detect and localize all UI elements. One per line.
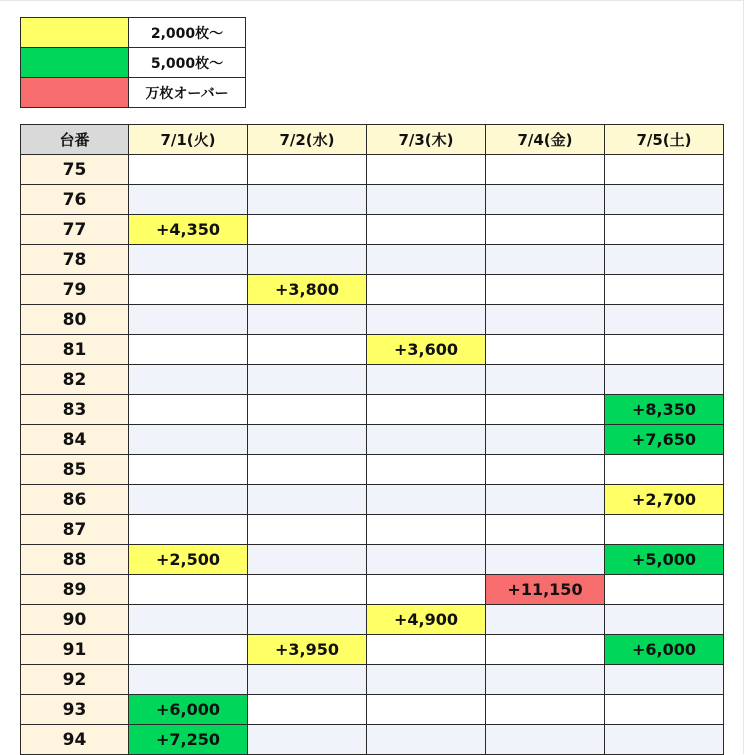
- result-cell: [367, 365, 486, 395]
- result-cell: [486, 245, 605, 275]
- result-cell: [486, 365, 605, 395]
- result-cell: [248, 545, 367, 575]
- legend-label: 万枚オーバー: [129, 78, 246, 108]
- machine-number: 86: [21, 485, 129, 515]
- machine-number: 91: [21, 635, 129, 665]
- legend-swatch: [21, 78, 129, 108]
- result-cell: [367, 275, 486, 305]
- legend-row: [21, 18, 246, 48]
- legend-row: [21, 78, 246, 108]
- machine-number: 93: [21, 695, 129, 725]
- table-row: [21, 185, 724, 215]
- result-cell: [248, 305, 367, 335]
- color-legend: [20, 17, 246, 108]
- result-cell: [486, 155, 605, 185]
- machine-number-header: 台番: [21, 125, 129, 155]
- result-cell: [248, 395, 367, 425]
- result-cell: [129, 245, 248, 275]
- table-row: [21, 395, 724, 425]
- result-cell: [486, 545, 605, 575]
- result-cell: [486, 185, 605, 215]
- result-cell: [367, 515, 486, 545]
- result-cell: +8,350: [605, 395, 724, 425]
- results-table: [20, 124, 724, 755]
- result-cell: [486, 665, 605, 695]
- machine-number: 92: [21, 665, 129, 695]
- result-cell: +6,000: [605, 635, 724, 665]
- result-cell: [367, 635, 486, 665]
- result-cell: [367, 725, 486, 755]
- table-row: [21, 725, 724, 755]
- header-row: [21, 125, 724, 155]
- result-cell: [129, 515, 248, 545]
- result-cell: [248, 485, 367, 515]
- result-cell: [486, 605, 605, 635]
- result-cell: [129, 425, 248, 455]
- result-cell: [129, 605, 248, 635]
- legend-row: [21, 48, 246, 78]
- result-cell: [367, 665, 486, 695]
- result-cell: [248, 515, 367, 545]
- machine-number: 89: [21, 575, 129, 605]
- date-header: 7/5(土): [605, 125, 724, 155]
- result-cell: [605, 575, 724, 605]
- result-cell: +6,000: [129, 695, 248, 725]
- table-row: [21, 695, 724, 725]
- result-cell: +5,000: [605, 545, 724, 575]
- machine-number: 75: [21, 155, 129, 185]
- result-cell: [367, 185, 486, 215]
- result-cell: [486, 425, 605, 455]
- result-cell: [486, 635, 605, 665]
- result-cell: +2,700: [605, 485, 724, 515]
- table-row: [21, 275, 724, 305]
- result-cell: [486, 335, 605, 365]
- result-cell: [129, 365, 248, 395]
- result-cell: [605, 245, 724, 275]
- result-cell: [367, 545, 486, 575]
- result-cell: [129, 665, 248, 695]
- result-cell: [248, 575, 367, 605]
- result-cell: [367, 305, 486, 335]
- machine-number: 85: [21, 455, 129, 485]
- result-cell: +7,650: [605, 425, 724, 455]
- result-cell: +3,600: [367, 335, 486, 365]
- machine-number: 94: [21, 725, 129, 755]
- machine-number: 87: [21, 515, 129, 545]
- result-cell: [605, 275, 724, 305]
- machine-number: 77: [21, 215, 129, 245]
- result-cell: [605, 305, 724, 335]
- result-cell: [129, 185, 248, 215]
- result-cell: [486, 305, 605, 335]
- table-row: [21, 635, 724, 665]
- result-cell: [248, 335, 367, 365]
- result-cell: [129, 395, 248, 425]
- result-cell: [486, 275, 605, 305]
- result-cell: [605, 725, 724, 755]
- table-row: [21, 215, 724, 245]
- table-row: [21, 155, 724, 185]
- machine-number: 81: [21, 335, 129, 365]
- result-cell: [248, 185, 367, 215]
- table-row: [21, 335, 724, 365]
- result-cell: [605, 665, 724, 695]
- result-cell: [129, 455, 248, 485]
- result-cell: [248, 245, 367, 275]
- result-cell: [486, 695, 605, 725]
- table-row: [21, 665, 724, 695]
- machine-number: 84: [21, 425, 129, 455]
- result-cell: [486, 395, 605, 425]
- legend-label: 5,000枚～: [129, 48, 246, 78]
- result-cell: [129, 575, 248, 605]
- result-cell: [248, 155, 367, 185]
- date-header: 7/1(火): [129, 125, 248, 155]
- result-cell: [248, 605, 367, 635]
- machine-number: 79: [21, 275, 129, 305]
- result-cell: +4,350: [129, 215, 248, 245]
- result-cell: [248, 365, 367, 395]
- date-header: 7/2(水): [248, 125, 367, 155]
- table-row: [21, 575, 724, 605]
- result-cell: +3,950: [248, 635, 367, 665]
- machine-number: 83: [21, 395, 129, 425]
- result-cell: [367, 155, 486, 185]
- machine-number: 82: [21, 365, 129, 395]
- result-cell: [486, 485, 605, 515]
- legend-label: 2,000枚～: [129, 18, 246, 48]
- machine-number: 88: [21, 545, 129, 575]
- result-cell: [486, 455, 605, 485]
- result-cell: [605, 455, 724, 485]
- table-row: [21, 305, 724, 335]
- result-cell: [248, 695, 367, 725]
- date-header: 7/3(木): [367, 125, 486, 155]
- result-cell: [486, 515, 605, 545]
- result-cell: [129, 635, 248, 665]
- result-cell: [129, 275, 248, 305]
- result-cell: [605, 215, 724, 245]
- result-cell: [367, 425, 486, 455]
- result-cell: [605, 605, 724, 635]
- machine-number: 90: [21, 605, 129, 635]
- result-cell: [367, 695, 486, 725]
- result-cell: [367, 245, 486, 275]
- result-cell: [605, 695, 724, 725]
- result-cell: [367, 575, 486, 605]
- table-row: [21, 365, 724, 395]
- machine-number: 78: [21, 245, 129, 275]
- result-cell: [248, 215, 367, 245]
- result-cell: +11,150: [486, 575, 605, 605]
- result-cell: [129, 305, 248, 335]
- result-cell: [129, 335, 248, 365]
- result-cell: [248, 425, 367, 455]
- table-row: [21, 245, 724, 275]
- result-cell: +2,500: [129, 545, 248, 575]
- result-cell: [367, 485, 486, 515]
- table-row: [21, 515, 724, 545]
- table-row: [21, 485, 724, 515]
- table-row: [21, 425, 724, 455]
- table-row: [21, 545, 724, 575]
- result-cell: +4,900: [367, 605, 486, 635]
- machine-number: 76: [21, 185, 129, 215]
- result-cell: [486, 215, 605, 245]
- result-cell: [248, 725, 367, 755]
- result-cell: [605, 335, 724, 365]
- result-cell: [367, 215, 486, 245]
- result-cell: [367, 455, 486, 485]
- result-cell: [605, 185, 724, 215]
- result-cell: [605, 515, 724, 545]
- date-header: 7/4(金): [486, 125, 605, 155]
- result-cell: [605, 365, 724, 395]
- result-cell: [605, 155, 724, 185]
- result-cell: [486, 725, 605, 755]
- result-cell: [129, 155, 248, 185]
- result-cell: [248, 455, 367, 485]
- result-cell: [129, 485, 248, 515]
- machine-number: 80: [21, 305, 129, 335]
- result-cell: [367, 395, 486, 425]
- result-cell: [248, 665, 367, 695]
- result-cell: +3,800: [248, 275, 367, 305]
- legend-swatch: [21, 18, 129, 48]
- legend-swatch: [21, 48, 129, 78]
- table-row: [21, 455, 724, 485]
- result-cell: +7,250: [129, 725, 248, 755]
- table-row: [21, 605, 724, 635]
